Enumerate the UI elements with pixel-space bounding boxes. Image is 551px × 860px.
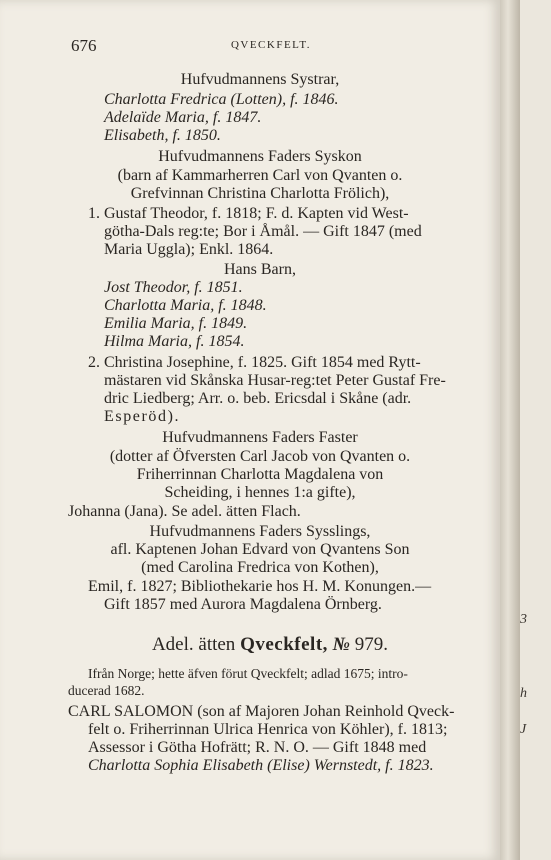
entry-line: götha-Dals reg:te; Bor i Åmål. — Gift 1847 (med bbox=[104, 223, 422, 240]
entry-line: Charlotta Sophia Elisabeth (Elise) Wernstedt, f. 1823. bbox=[88, 757, 434, 774]
family-origin: ducerad 1682. bbox=[68, 683, 145, 698]
entry-line: mästaren vid Skånska Husar-reg:tet Peter Gustaf Fre- bbox=[104, 372, 446, 389]
heading-sisters: Hufvudmannens Systrar, bbox=[180, 71, 340, 88]
parentage-line: Scheiding, i hennes 1:a gifte), bbox=[164, 484, 356, 501]
number-sign: № bbox=[332, 634, 351, 655]
heading-fathers-cousins: Hufvudmannens Faders Sysslings, bbox=[149, 523, 371, 540]
running-title: QVECKFELT. bbox=[230, 39, 312, 51]
entry-line: Charlotta Fredrica (Lotten), f. 1846. bbox=[104, 91, 339, 108]
section-prefix: Adel. ätten bbox=[151, 634, 236, 655]
entry-line: Johanna (Jana). Se adel. ätten Flach. bbox=[68, 503, 301, 520]
adjacent-page-edge bbox=[520, 0, 551, 860]
entry-line: Charlotta Maria, f. 1848. bbox=[104, 297, 267, 314]
heading-his-children: Hans Barn, bbox=[224, 261, 296, 278]
section-heading bbox=[60, 634, 480, 656]
entry-line: Adelaïde Maria, f. 1847. bbox=[104, 109, 262, 126]
entry-line: felt o. Friherrinnan Ulrica Henrica von Köhler), f. 1813; bbox=[88, 721, 448, 738]
entry-line: 2. Christina Josephine, f. 1825. Gift 1854 med Rytt- bbox=[88, 354, 421, 371]
entry-line: Maria Uggla); Enkl. 1864. bbox=[104, 241, 274, 258]
parentage-line: Friherrinnan Charlotta Magdalena von bbox=[136, 466, 384, 483]
page-number: 676 bbox=[71, 36, 97, 55]
family-name: Qveckfelt, bbox=[240, 634, 328, 655]
book-spine bbox=[500, 0, 520, 860]
entry-line: Assessor i Götha Hofrätt; R. N. O. — Gift 1848 med bbox=[88, 739, 427, 756]
margin-mark: h bbox=[520, 686, 527, 701]
margin-mark: 3 bbox=[520, 612, 527, 627]
heading-fathers-siblings: Hufvudmannens Faders Syskon bbox=[158, 148, 362, 165]
parentage-line: (med Carolina Fredrica von Kothen), bbox=[141, 559, 379, 576]
parentage-line: (dotter af Öfversten Carl Jacob von Qvanten o. bbox=[109, 448, 411, 465]
entry-line: Emilia Maria, f. 1849. bbox=[104, 315, 248, 332]
parentage-line: (barn af Kammarherren Carl von Qvanten o. bbox=[117, 167, 403, 184]
entry-line: Gift 1857 med Aurora Magdalena Örnberg. bbox=[104, 596, 382, 613]
entry-line: Esperöd). bbox=[104, 408, 181, 425]
entry-line: 1. Gustaf Theodor, f. 1818; F. d. Kapten vid West- bbox=[88, 205, 409, 222]
parentage-line: Grefvinnan Christina Charlotta Frölich), bbox=[130, 185, 390, 202]
entry-line: CARL SALOMON (son af Majoren Johan Reinhold Qveck- bbox=[68, 703, 455, 720]
entry-line: Jost Theodor, f. 1851. bbox=[104, 279, 243, 296]
entry-line: Elisabeth, f. 1850. bbox=[104, 127, 221, 144]
page-header bbox=[71, 36, 491, 58]
heading-fathers-aunt: Hufvudmannens Faders Faster bbox=[162, 429, 358, 446]
family-origin: Ifrån Norge; hette äfven förut Qveckfelt; adlad 1675; intro- bbox=[88, 666, 408, 681]
parentage-line: afl. Kaptenen Johan Edvard von Qvantens Son bbox=[110, 541, 410, 558]
entry-line: Hilma Maria, f. 1854. bbox=[104, 333, 245, 350]
entry-line: Emil, f. 1827; Bibliothekarie hos H. M. Konungen.— bbox=[88, 578, 432, 595]
margin-mark: J bbox=[520, 722, 527, 737]
family-number: 979. bbox=[354, 634, 389, 655]
entry-line: dric Liedberg; Arr. o. beb. Ericsdal i Skåne (adr. bbox=[104, 390, 412, 407]
